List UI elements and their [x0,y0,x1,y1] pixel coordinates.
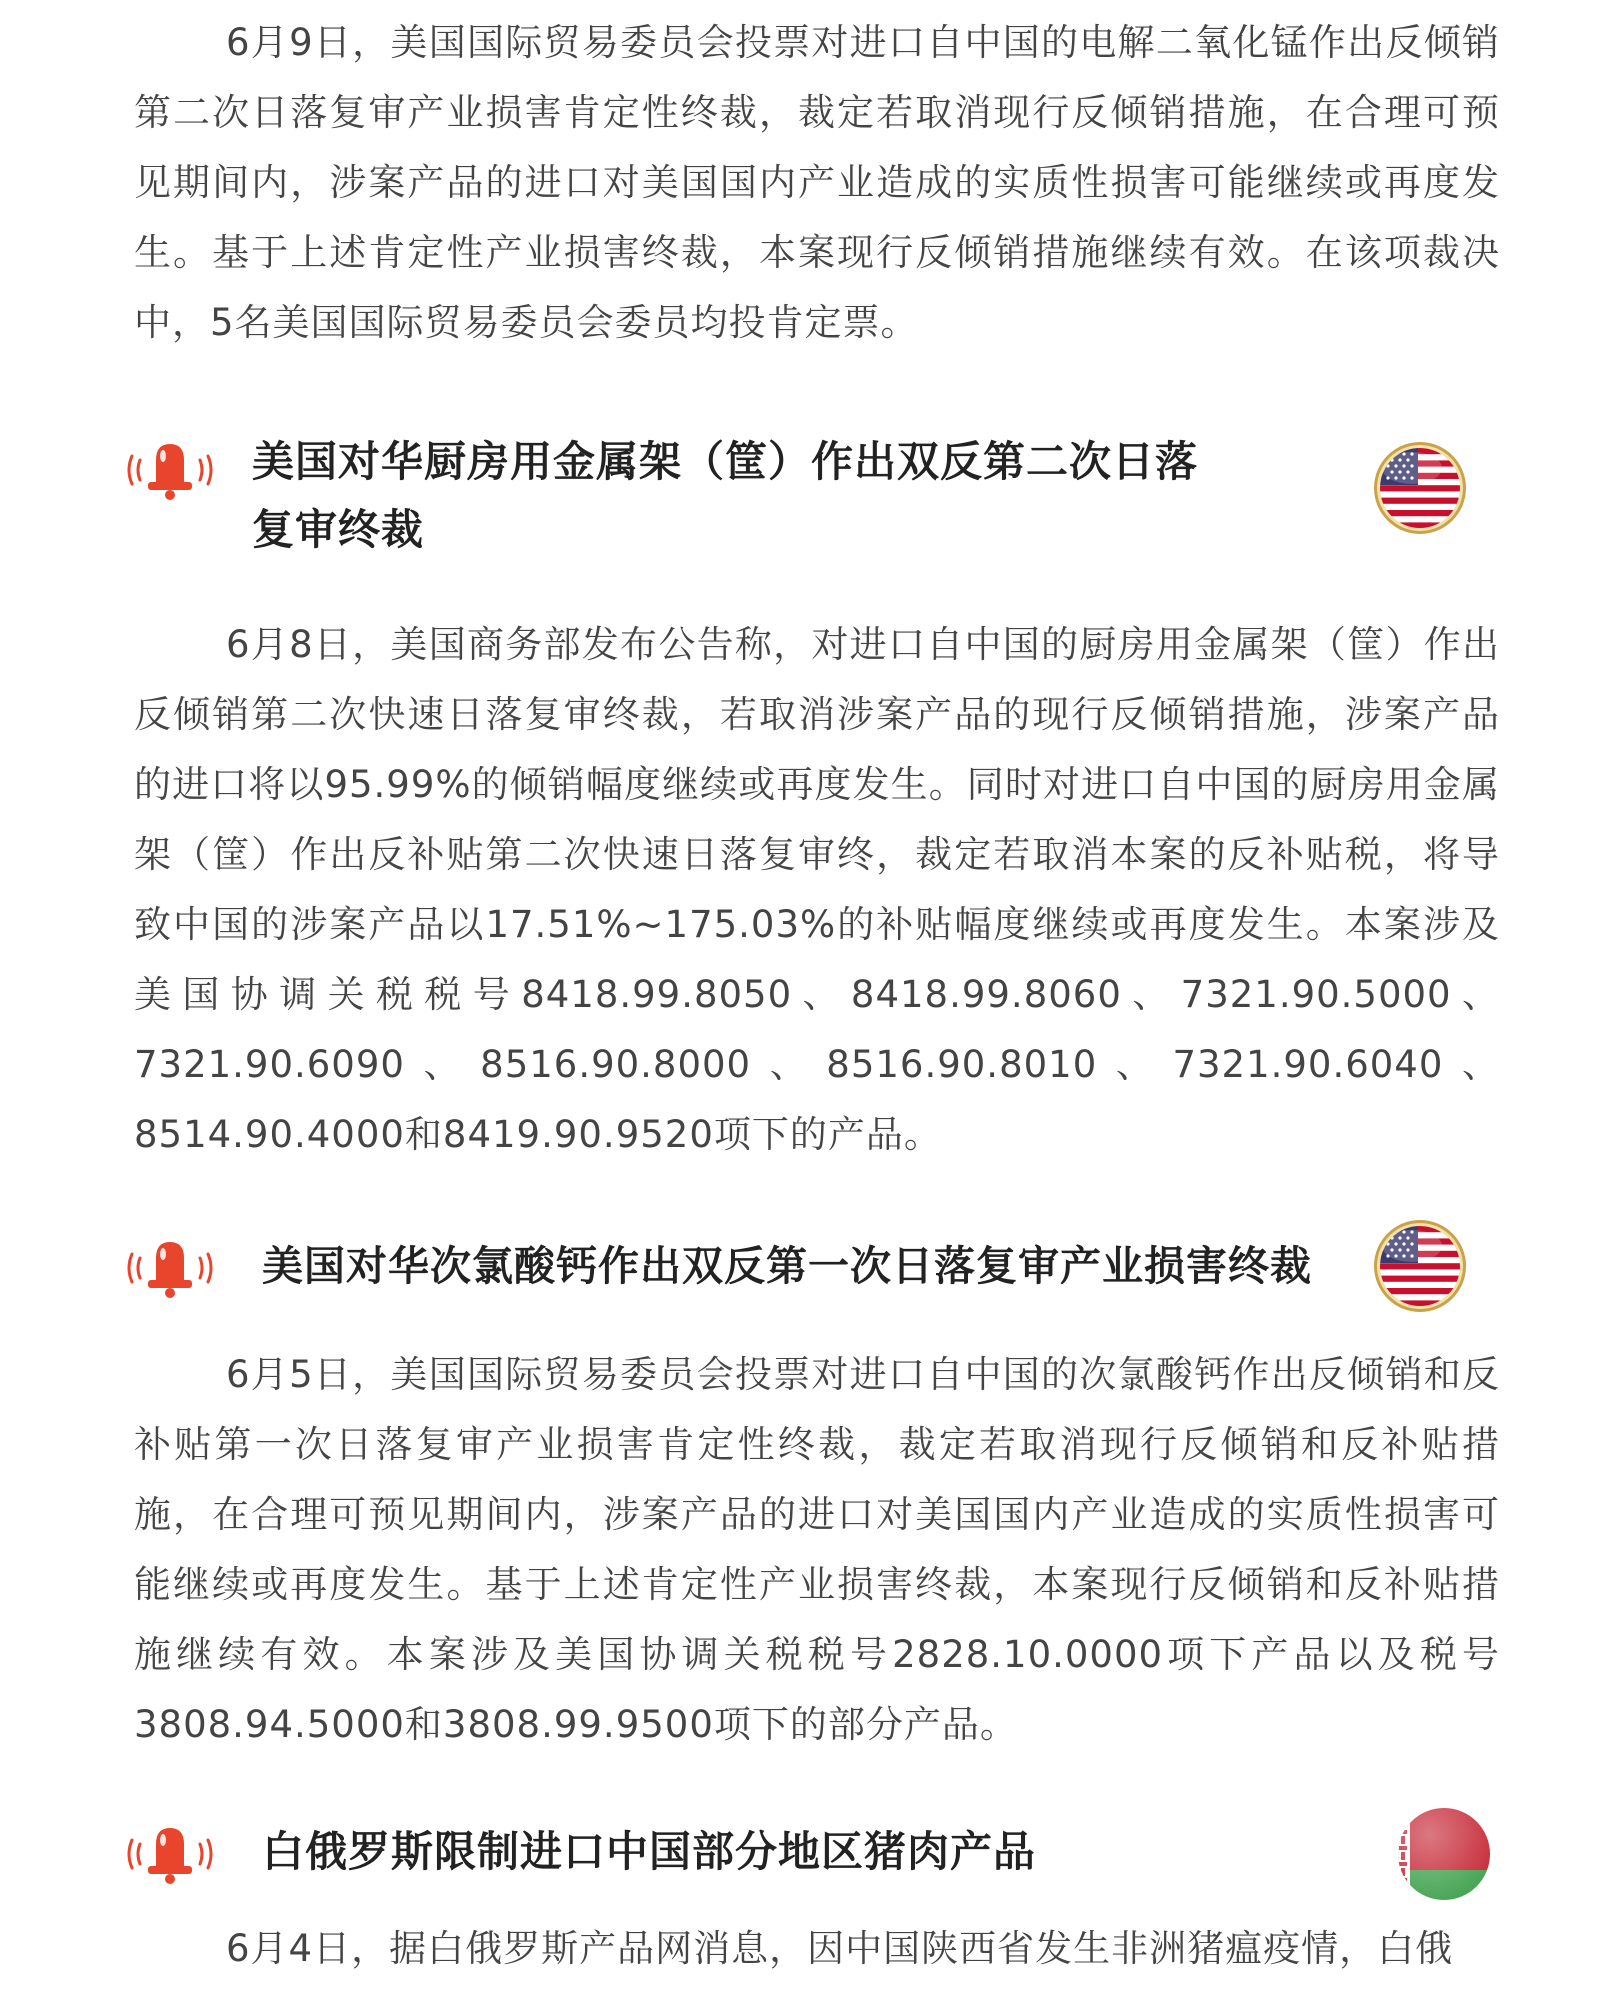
section-heading-belarus-pork [122,1818,1510,1898]
paragraph-electrolytic-manganese: 6月9日，美国国际贸易委员会投票对进口自中国的电解二氧化锰作出反倾销第二次日落复审产业损害肯定性终裁，裁定若取消现行反倾销措施，在合理可预见期间内，涉案产品的进口对美国国内产业造成的实质性损害可能继续或再度发生。基于上述肯定性产业损害终裁，本案现行反倾销措施继续有效。在该项裁决中，5名美国国际贸易委员会委员均投肯定票。 [134,21,1500,344]
us-flag-icon [1372,440,1468,536]
alarm-bell-icon [122,1236,218,1300]
heading-text: 白俄罗斯限制进口中国部分地区猪肉产品 [262,1827,1037,1876]
heading-text: 美国对华次氯酸钙作出双反第一次日落复审产业损害终裁 [262,1242,1312,1290]
section-heading-calcium-hypochlorite [122,1232,1510,1312]
heading-line-2: 复审终裁 [252,505,425,554]
alarm-bell-icon [122,438,218,502]
belarus-flag-icon [1396,1806,1492,1902]
heading-line-1: 美国对华厨房用金属架（筐）作出双反第二次日落 [252,437,1199,486]
alarm-bell-icon [122,1822,218,1886]
paragraph-belarus-pork: 6月4日，据白俄罗斯产品网消息，因中国陕西省发生非洲猪瘟疫情，白俄 [226,1927,1454,1970]
paragraph-kitchen-racks: 6月8日，美国商务部发布公告称，对进口自中国的厨房用金属架（筐）作出反倾销第二次快速日落复审终裁，若取消涉案产品的现行反倾销措施，涉案产品的进口将以95.99%的倾销幅度继续或再度发生。同时对进口自中国的厨房用金属架（筐）作出反补贴第二次快速日落复审终，裁定若取消本案的反补贴税，将导致中国的涉案产品以17.51%~175.03%的补贴幅度继续或再度发生。本案涉及美国协调关税税号8418.99.8050、8418.99.8060、7321.90.5000、7321.90.6090、8516.90.8000、8516.90.8010、7321.90.6040、8514.90.4000和8419.90.9520项下的产品。 [134,623,1500,1156]
us-flag-icon [1372,1218,1468,1314]
section-heading-kitchen-racks [122,428,1510,568]
paragraph-calcium-hypochlorite: 6月5日，美国国际贸易委员会投票对进口自中国的次氯酸钙作出反倾销和反补贴第一次日落复审产业损害肯定性终裁，裁定若取消现行反倾销和反补贴措施，在合理可预见期间内，涉案产品的进口对美国国内产业造成的实质性损害可能继续或再度发生。基于上述肯定性产业损害终裁，本案现行反倾销和反补贴措施继续有效。本案涉及美国协调关税税号2828.10.0000项下产品以及税号3808.94.5000和3808.99.9500项下的部分产品。 [134,1353,1500,1746]
